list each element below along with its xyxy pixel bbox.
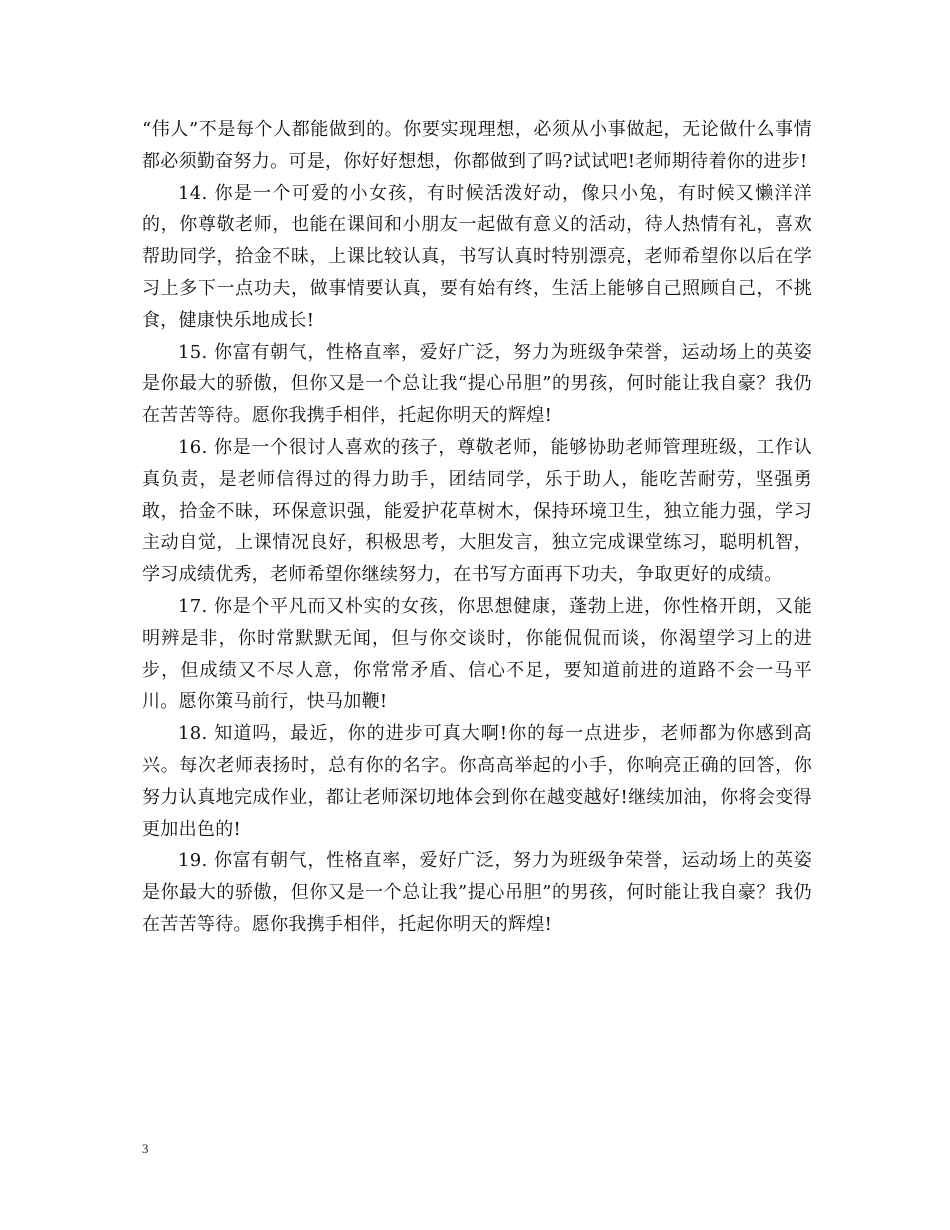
page-number: 3 — [142, 1141, 149, 1156]
paragraph-item-16: 16. 你是一个很讨人喜欢的孩子，尊敬老师，能够协助老师管理班级，工作认真负责，是老师信得过的得力助手，团结同学，乐于助人，能吃苦耐劳，坚强勇敢，拾金不昧，环保意识强，能爱护花草树木，保持环境卫生，独立能力强，学习主动自觉，上课情况良好，积极思考，大胆发言，独立完成课堂练习，聪明机智，学习成绩优秀，老师希望你继续努力，在书写方面再下功夫，争取更好的成绩。 — [142, 436, 812, 586]
paragraph-item-18: 18. 知道吗，最近，你的进步可真大啊!你的每一点进步，老师都为你感到高兴。每次老师表扬时，总有你的名字。你高高举起的小手，你响亮正确的回答，你努力认真地完成作业，都让老师深切地体会到你在越变越好!继续加油，你将会变得更加出色的! — [142, 723, 812, 840]
paragraph-item-19: 19. 你富有朝气，性格直率，爱好广泛，努力为班级争荣誉，运动场上的英姿是你最大的骄傲，但你又是一个总让我”提心吊胆”的男孩，何时能让我自豪？我仍在苦苦等待。愿你我携手相伴，托起你明天的辉煌! — [142, 850, 812, 935]
paragraph-item-14: 14. 你是一个可爱的小女孩，有时候活泼好动，像只小兔，有时候又懒洋洋的，你尊敬老师，也能在课间和小朋友一起做有意义的活动，待人热情有礼，喜欢帮助同学，拾金不昧，上课比较认真，书写认真时特别漂亮，老师希望你以后在学习上多下一点功夫，做事情要认真，要有始有终，生活上能够自己照顾自己，不挑食，健康快乐地成长! — [142, 182, 812, 331]
paragraph-continuation: “伟人”不是每个人都能做到的。你要实现理想，必须从小事做起，无论做什么事情都必须勤奋努力。可是，你好好想想，你都做到了吗?试试吧!老师期待着你的进步! — [142, 119, 812, 172]
document-body — [142, 114, 812, 941]
paragraph-item-15: 15. 你富有朝气，性格直率，爱好广泛，努力为班级争荣誉，运动场上的英姿是你最大的骄傲，但你又是一个总让我“提心吊胆”的男孩，何时能让我自豪？我仍在苦苦等待。愿你我携手相伴，托起你明天的辉煌! — [142, 341, 812, 427]
paragraph-item-17: 17. 你是个平凡而又朴实的女孩，你思想健康，蓬勃上进，你性格开朗，又能明辨是非，你时常默默无闻，但与你交谈时，你能侃侃而谈，你渴望学习上的进步，但成绩又不尽人意，你常常矛盾、信心不足，要知道前进的道路不会一马平川。愿你策马前行，快马加鞭! — [142, 595, 812, 713]
